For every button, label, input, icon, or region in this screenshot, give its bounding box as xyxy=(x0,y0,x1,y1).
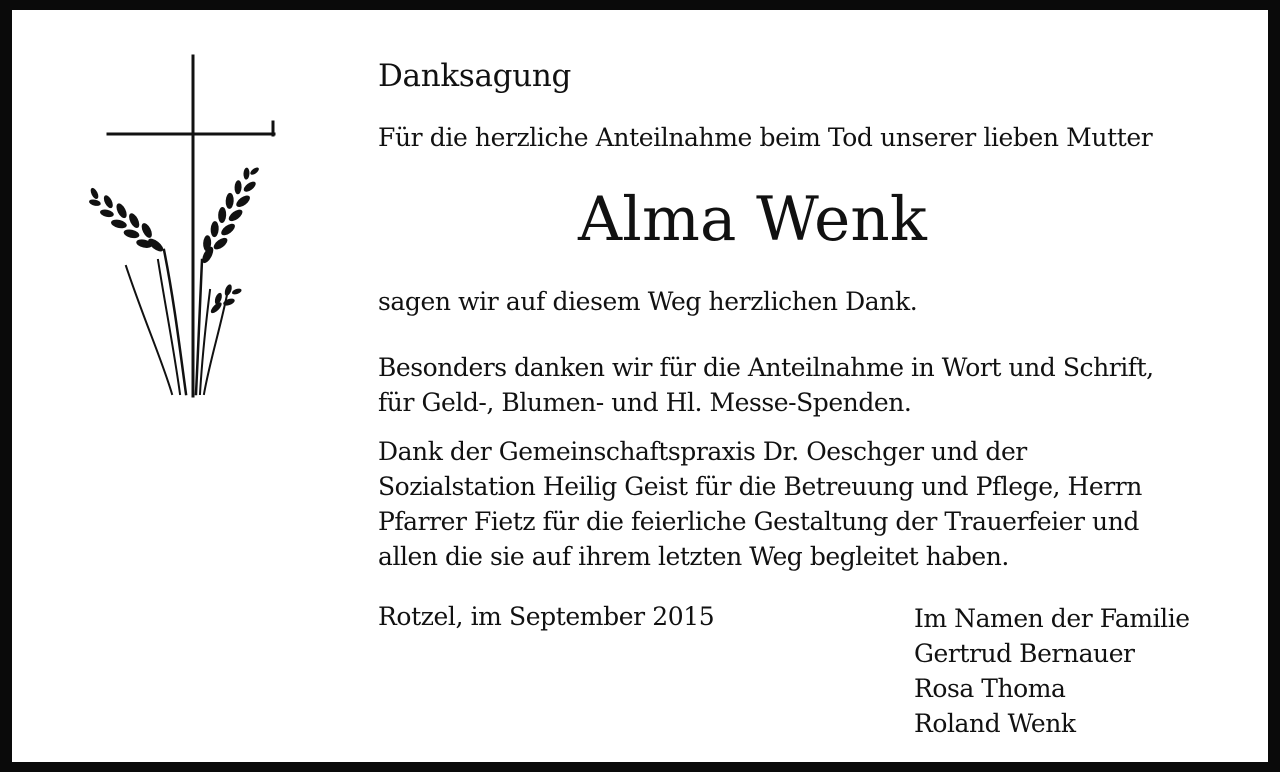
paragraph-line: Dank der Gemeinschaftspraxis Dr. Oeschger und der xyxy=(378,437,1027,466)
cross-with-wheat-icon xyxy=(62,50,292,402)
thanks-line: sagen wir auf diesem Weg herzlichen Dank. xyxy=(378,287,918,316)
paragraph-line: für Geld-, Blumen- und Hl. Messe-Spenden. xyxy=(378,388,912,417)
paragraph-line: allen die sie auf ihrem letzten Weg begleitet haben. xyxy=(378,542,1009,571)
paragraph-special-thanks xyxy=(378,350,1154,420)
signature-line: Roland Wenk xyxy=(914,709,1076,738)
intro-line: Für die herzliche Anteilnahme beim Tod unserer lieben Mutter xyxy=(378,123,1153,152)
paragraph-line: Pfarrer Fietz für die feierliche Gestaltung der Trauerfeier und xyxy=(378,507,1139,536)
paragraph-line: Besonders danken wir für die Anteilnahme in Wort und Schrift, xyxy=(378,353,1154,382)
deceased-name: Alma Wenk xyxy=(578,184,928,255)
notice-heading: Danksagung xyxy=(378,58,572,94)
signature-line: Rosa Thoma xyxy=(914,674,1066,703)
place-date: Rotzel, im September 2015 xyxy=(378,602,715,631)
family-signature xyxy=(914,601,1190,741)
signature-line: Gertrud Bernauer xyxy=(914,639,1135,668)
paragraph-line: Sozialstation Heilig Geist für die Betreuung und Pflege, Herrn xyxy=(378,472,1142,501)
paragraph-care-thanks xyxy=(378,434,1142,574)
signature-line: Im Namen der Familie xyxy=(914,604,1190,633)
